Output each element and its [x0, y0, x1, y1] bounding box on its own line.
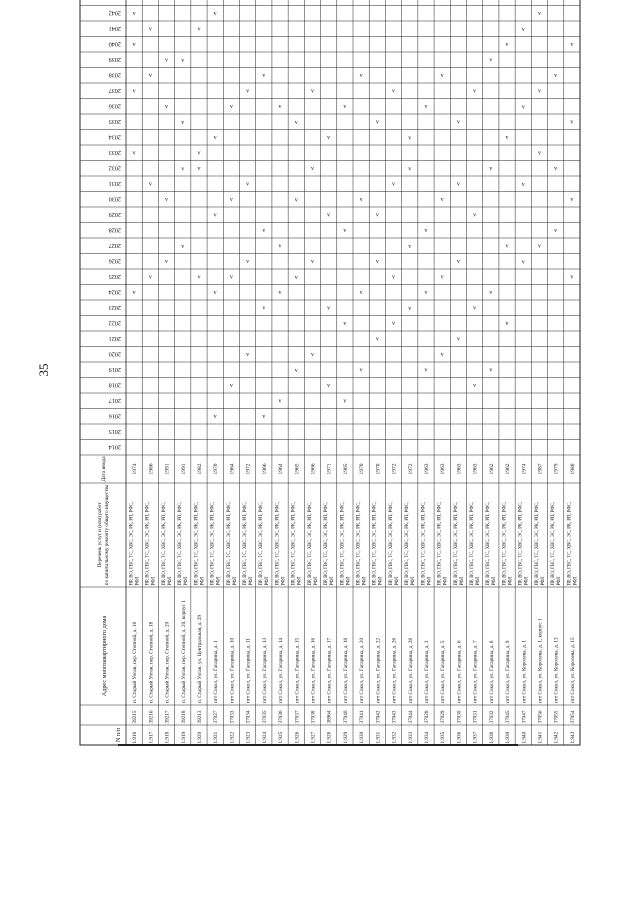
schedule-mark: v	[424, 290, 428, 297]
table-border	[80, 0, 580, 745]
row-services: ПР, ВО, ГВС, ТС, ХВС, ЭС, РК, РП, РФС,РФЛ	[518, 501, 530, 586]
row-year-built: 1965	[342, 463, 349, 475]
row-code: 39218	[180, 710, 187, 724]
row-number: 1.927	[310, 731, 317, 744]
row-number: 1.934	[423, 731, 430, 744]
year-header: 2036	[108, 102, 121, 110]
row-year-built: 1966	[310, 463, 317, 475]
schedule-mark: v	[294, 119, 298, 126]
year-header: 2040	[108, 40, 121, 48]
schedule-mark: v	[132, 88, 136, 95]
row-code: 37030	[456, 710, 463, 724]
row-code: 39217	[164, 710, 171, 724]
year-header: 2018	[108, 381, 121, 389]
schedule-mark: v	[278, 290, 282, 297]
schedule-mark: v	[327, 135, 331, 142]
schedule-mark: v	[408, 166, 412, 173]
row-services: ПР, ВО, ГВС, ТС, ХВС, ЭС, РК, РП, РФС,РФЛ	[307, 501, 319, 586]
schedule-mark: v	[521, 181, 525, 188]
schedule-mark: v	[148, 274, 152, 281]
schedule-mark: v	[213, 212, 217, 219]
row-address: пгт Сокол, ул. Гагарина, д. 15	[294, 637, 301, 703]
row-year-built: 1972	[245, 463, 252, 475]
schedule-mark: v	[424, 228, 428, 235]
row-year-built: 1964	[278, 463, 285, 475]
schedule-mark: v	[327, 305, 331, 312]
row-services: ПР, ВО, ГВС, ТС, ХВС, ЭС, РК, РП, РФС,РФЛ	[405, 501, 417, 586]
row-services: ПР, ВО, ГВС, ТС, ХВС, ЭС, РК, РП, РФС,РФЛ	[129, 501, 141, 586]
row-services: ПР, ВО, ГВС, ТС, ХВС, ЭС, РК, РП, РФС,РФЛ	[388, 501, 400, 586]
row-address: пгт Сокол, ул. Гагарина, д. 20	[359, 637, 366, 703]
year-header: 2021	[108, 334, 121, 342]
schedule-mark: v	[521, 104, 525, 111]
schedule-mark: v	[473, 383, 477, 390]
row-services: ПР, ВО, ГВС, ТС, ХВС, ЭС, РК, РП, РФС,РФЛ	[486, 501, 498, 586]
row-services: ПР, ВО, ГВС, ТС, ХВС, ЭС, РК, РП, РФС,РФЛ	[502, 501, 514, 586]
row-address: пгт Сокол, ул. Гагарина, д. 22	[375, 637, 382, 703]
schedule-mark	[522, 0, 525, 2]
year-header: 2026	[108, 257, 121, 265]
year-header: 2025	[108, 272, 121, 280]
row-year-built: 1991	[164, 463, 171, 475]
schedule-mark: v	[343, 398, 347, 405]
schedule-mark: v	[229, 197, 233, 204]
row-year-built: 1963	[472, 463, 479, 475]
schedule-mark: v	[197, 166, 201, 173]
row-address: пгт Сокол, ул. Королева, д. 13	[553, 637, 560, 703]
row-number: 1.942	[553, 731, 560, 744]
row-code: 37035	[261, 710, 268, 724]
row-year-built: 1963	[440, 463, 447, 475]
schedule-mark: v	[327, 383, 331, 390]
row-year-built: 1971	[326, 463, 333, 475]
header-year-built: Дата ввода	[101, 456, 107, 482]
schedule-mark: v	[554, 73, 558, 80]
schedule-mark: v	[424, 367, 428, 374]
row-code: 37038	[310, 710, 317, 724]
row-number: 1.919	[180, 731, 187, 744]
row-code: 37027	[213, 710, 220, 724]
row-address: пгт Сокол, ул. Гагарина, д. 10	[229, 637, 236, 703]
row-year-built: 1974	[521, 463, 528, 475]
row-services: ПР, ВО, ГВС, ТС, ХВС, ЭС, РК, РП, РФС,РФЛ	[551, 501, 563, 586]
row-code: 37032	[488, 710, 495, 724]
schedule-mark: v	[570, 197, 574, 204]
schedule-mark: v	[132, 290, 136, 297]
row-services: ПР, ВО, ГВС, ТС, ХВС, ЭС, РК, РП, РФС,РФЛ	[275, 501, 287, 586]
schedule-mark: v	[537, 88, 541, 95]
row-address: пгт Сокол, ул. Гагарина, д. 8	[488, 640, 495, 703]
schedule-mark: v	[392, 274, 396, 281]
schedule-mark: v	[473, 305, 477, 312]
row-year-built: 1972	[391, 463, 398, 475]
schedule-mark: v	[294, 197, 298, 204]
schedule-mark: v	[537, 150, 541, 157]
row-services: ПР, ВО, ГВС, ТС, ХВС, ЭС, РК, РП, РФС,РФЛ	[567, 501, 579, 586]
row-services: ПР, ВО, ГВС, ТС, ХВС, ЭС, РК, РП, РФС,РФЛ	[470, 501, 481, 586]
schedule-mark: v	[246, 88, 250, 95]
schedule-mark: v	[278, 398, 282, 405]
row-number: 1.943	[569, 731, 576, 744]
row-services: ПР, ВО, ГВС, ТС, ХВС, ЭС, РК, РП, РФС,РФЛ	[437, 501, 449, 586]
row-number: 1.933	[407, 731, 414, 744]
schedule-mark: v	[505, 135, 509, 142]
row-year-built: 1987	[537, 463, 544, 475]
row-year-built: 1979	[553, 463, 560, 475]
row-number: 1.938	[488, 731, 495, 744]
schedule-mark: v	[165, 57, 169, 64]
schedule-mark: v	[343, 228, 347, 235]
row-address: пгт Сокол, ул. Королева, д. 1, корпус 1	[537, 618, 544, 703]
year-header: 2037	[108, 86, 121, 94]
schedule-mark: v	[278, 243, 282, 250]
schedule-mark: v	[229, 383, 233, 390]
row-code: 37031	[472, 710, 479, 724]
row-services: ПР, ВО, ГВС, ТС, ХВС, ЭС, РК, РП, РФС,РФЛ	[210, 501, 222, 586]
schedule-mark: v	[489, 367, 493, 374]
row-services: ПР, ВО, ГВС, ТС, ХВС, ЭС, РК, РП, РФС,РФЛ	[178, 501, 190, 586]
row-code: 39213	[196, 710, 203, 724]
row-code: 37034	[245, 710, 252, 724]
schedule-mark: v	[505, 321, 509, 328]
row-number: 1.935	[440, 731, 447, 744]
schedule-mark: v	[359, 73, 363, 80]
row-code: 37036	[278, 710, 285, 724]
row-services: ПР, ВО, ГВС, ТС, ХВС, ЭС, РК, РП, РФС,РФЛ	[534, 501, 546, 586]
header-address: Адрес многоквартирного дома	[101, 615, 108, 697]
row-year-built: 1986	[148, 463, 155, 475]
row-year-built: 1962	[488, 463, 495, 475]
row-address: пгт Сокол, ул. Гагарина, д. 11	[245, 638, 252, 703]
row-address: п. Старый Уоган, ул. Центральная, д. 29	[196, 614, 203, 703]
schedule-mark: v	[246, 352, 250, 359]
year-header: 2033	[108, 148, 121, 156]
row-number: 1.929	[342, 731, 349, 744]
schedule-mark: v	[229, 274, 233, 281]
schedule-mark: v	[148, 26, 152, 33]
schedule-mark	[149, 0, 152, 2]
year-header: 2029	[108, 210, 121, 218]
schedule-mark: v	[181, 119, 185, 126]
row-year-built: 1963	[456, 463, 463, 475]
row-address: пгт Сокол, ул. Гагарина, д. 13	[261, 637, 268, 703]
schedule-mark: v	[278, 104, 282, 111]
schedule-mark: v	[213, 11, 217, 18]
row-code: 37028	[423, 710, 430, 724]
row-address: пгт Сокол, ул. Гагарина, д. 3	[423, 640, 430, 703]
row-number: 1.940	[521, 731, 528, 744]
schedule-mark: v	[375, 336, 379, 343]
row-number: 1.925	[278, 731, 285, 744]
schedule-mark: v	[165, 197, 169, 204]
year-header: 2020	[108, 350, 121, 358]
schedule-mark: v	[359, 367, 363, 374]
year-header: 2016	[108, 412, 121, 420]
schedule-mark: v	[213, 135, 217, 142]
row-services: ПР, ВО, ГВС, ТС, ХВС, ЭС, РК, РП, РФС,РФЛ	[324, 501, 336, 586]
schedule-mark: v	[310, 88, 314, 95]
row-services: ПР, ВО, ГВС, ТС, ХВС, ЭС, РК, РП, РФС,РФЛ	[243, 501, 254, 586]
schedule-mark: v	[181, 243, 185, 250]
row-code: 37029	[440, 710, 447, 724]
row-number: 1.924	[261, 731, 268, 744]
row-address: пгт Сокол, ул. Гагарина, д. 17	[326, 637, 333, 703]
header-services: Перечень услуг и (или) работпо капитальному ремонту общего имущества	[97, 484, 110, 586]
schedule-mark: v	[473, 88, 477, 95]
schedule-mark: v	[197, 26, 201, 33]
row-code: 37043	[391, 710, 398, 724]
schedule-mark: v	[440, 274, 444, 281]
schedule-mark: v	[456, 119, 460, 126]
schedule-mark: v	[408, 243, 412, 250]
row-number: 1.939	[505, 731, 512, 744]
schedule-mark: v	[213, 414, 217, 421]
row-number: 1.936	[456, 731, 463, 744]
row-code: 37040	[342, 710, 349, 724]
row-address: пгт Сокол, ул. Гагарина, д. 18	[342, 637, 349, 703]
schedule-mark: v	[392, 181, 396, 188]
schedule-mark: v	[440, 352, 444, 359]
row-number: 1.926	[294, 731, 301, 744]
schedule-mark: v	[505, 42, 509, 49]
schedule-mark: v	[521, 259, 525, 266]
year-header: 2042	[108, 9, 121, 17]
row-year-built: 1970	[375, 463, 382, 475]
schedule-mark: v	[375, 212, 379, 219]
row-code: 39215	[132, 710, 139, 724]
row-year-built: 1965	[294, 463, 301, 475]
schedule-mark: v	[570, 42, 574, 49]
schedule-mark: v	[246, 259, 250, 266]
row-year-built: 1966	[261, 463, 268, 475]
row-address: пгт Сокол, ул. Гагарина, д. 1	[213, 640, 220, 703]
row-code: 37033	[229, 710, 236, 724]
row-services: ПР, ВО, ГВС, ТС, ХВС, ЭС, РК, РП, РФС,РФЛ	[356, 501, 368, 586]
row-number: 1.930	[359, 731, 366, 744]
row-code: 37055	[553, 710, 560, 724]
schedule-mark: v	[197, 274, 201, 281]
row-services: ПР, ВО, ГВС, ТС, ХВС, ЭС, РК, РП, РФС,РФЛ	[161, 501, 173, 586]
row-address: пгт Сокол, ул. Гагарина, д. 26	[391, 637, 398, 703]
row-services: ПР, ВО, ГВС, ТС, ХВС, ЭС, РК, РП, РФС,РФЛ	[421, 501, 433, 586]
row-address: пгт Сокол, ул. Королева, д. 15	[569, 637, 576, 703]
schedule-mark: v	[327, 212, 331, 219]
row-code: 37041	[359, 710, 366, 724]
schedule-mark: v	[132, 42, 136, 49]
page-number: 35	[36, 363, 51, 377]
schedule-mark: v	[375, 259, 379, 266]
row-address: пгт Сокол, ул. Гагарина, д. 5	[440, 640, 447, 703]
row-number: 1.931	[375, 731, 382, 744]
schedule-mark: v	[424, 104, 428, 111]
row-services: ПР, ВО, ГВС, ТС, ХВС, ЭС, РК, РП, РФС,РФЛ	[453, 501, 465, 586]
row-address: пгт Сокол, ул. Гагарина, д. 6	[456, 640, 463, 703]
row-services: ПР, ВО, ГВС, ТС, ХВС, ЭС, РК, РП, РФС,РФЛ	[259, 501, 271, 586]
year-header: 2027	[108, 241, 121, 249]
row-number: 1.922	[229, 731, 236, 744]
year-header: 2022	[108, 319, 121, 327]
row-code: 37042	[375, 710, 382, 724]
schedule-mark: v	[262, 305, 266, 312]
row-address: пгт Сокол, ул. Гагарина, д. 9	[505, 640, 512, 703]
schedule-mark: v	[456, 181, 460, 188]
year-header: 2028	[108, 226, 121, 234]
schedule-mark: v	[294, 274, 298, 281]
year-header: 2024	[108, 288, 121, 296]
schedule-mark: v	[343, 104, 347, 111]
schedule-mark: v	[489, 57, 493, 64]
schedule-mark: v	[570, 119, 574, 126]
row-services: ПР, ВО, ГВС, ТС, ХВС, ЭС, РК, РП, РФС,РФЛ	[226, 501, 238, 586]
row-code: 37037	[294, 710, 301, 724]
bottom-rule	[118, 744, 518, 746]
schedule-mark: v	[456, 336, 460, 343]
schedule-mark: v	[181, 57, 185, 64]
row-code: 37045	[505, 710, 512, 724]
schedule-mark: v	[554, 228, 558, 235]
row-number: 1.928	[326, 731, 333, 744]
row-address: п. Старый Уоган, пер. Степной, д. 20, корпус 1	[180, 600, 187, 703]
schedule-mark: v	[456, 259, 460, 266]
schedule-mark: v	[246, 181, 250, 188]
row-number: 1.937	[472, 731, 479, 744]
schedule-mark: v	[343, 321, 347, 328]
row-services: ПР, ВО, ГВС, ТС, ХВС, ЭС, РК, РП, РФС,РФЛ	[340, 501, 352, 586]
schedule-mark: v	[392, 321, 396, 328]
schedule-mark: v	[408, 135, 412, 142]
row-address: п. Старый Уоган, пер. Степной, д. 20	[164, 621, 171, 703]
schedule-mark: v	[392, 88, 396, 95]
schedule-mark: v	[489, 290, 493, 297]
year-header: 2038	[108, 71, 121, 79]
schedule-mark: v	[570, 274, 574, 281]
schedule-mark: v	[132, 150, 136, 157]
row-code: 37047	[521, 710, 528, 724]
row-address: п. Старый Уоган, пер. Степной, д. 16	[132, 621, 139, 703]
row-address: пгт Сокол, ул. Гагарина, д. 28	[407, 637, 414, 703]
row-year-built: 1974	[132, 463, 139, 475]
schedule-mark: v	[473, 212, 477, 219]
schedule-mark: v	[359, 290, 363, 297]
row-year-built: 1962	[505, 463, 512, 475]
row-address: п. Старый Уоган, пер. Степной, д. 18	[148, 621, 155, 703]
row-address: пгт Сокол, ул. Гагарина, д. 7	[472, 640, 479, 703]
row-year-built: 1972	[407, 463, 414, 475]
row-code: 37044	[407, 710, 414, 724]
schedule-mark: v	[440, 73, 444, 80]
row-code: 38964	[326, 710, 333, 724]
row-number: 1.917	[148, 731, 155, 744]
schedule-mark: v	[229, 104, 233, 111]
schedule-mark: v	[262, 228, 266, 235]
year-header: 2035	[108, 117, 121, 125]
year-header: 2017	[108, 396, 121, 404]
row-year-built: 1980	[569, 463, 576, 475]
schedule-mark: v	[359, 197, 363, 204]
row-year-built: 1970	[213, 463, 220, 475]
row-year-built: 1963	[423, 463, 430, 475]
row-number: 1.932	[391, 731, 398, 744]
schedule-mark: v	[375, 119, 379, 126]
year-header: 2031	[108, 179, 121, 187]
row-code: 37054	[569, 710, 576, 724]
schedule-mark: v	[262, 414, 266, 421]
schedule-mark: v	[554, 166, 558, 173]
year-header: 2030	[108, 195, 121, 203]
row-number: 1.916	[132, 731, 139, 744]
year-header: 2014	[108, 443, 121, 451]
schedule-mark: v	[262, 73, 266, 80]
schedule-mark: v	[165, 104, 169, 111]
row-year-built: 1964	[229, 463, 236, 475]
row-address: пгт Сокол, ул. Гагарина, д. 14	[278, 637, 285, 703]
schedule-mark: v	[489, 166, 493, 173]
schedule-mark: v	[181, 166, 185, 173]
schedule-mark: v	[294, 367, 298, 374]
schedule-mark: v	[440, 197, 444, 204]
row-number: 1.921	[213, 731, 220, 744]
row-number: 1.923	[245, 731, 252, 744]
schedule-mark: v	[310, 259, 314, 266]
row-code: 39216	[148, 710, 155, 724]
row-year-built: 1982	[196, 463, 203, 475]
row-code: 37056	[537, 710, 544, 724]
schedule-mark: v	[505, 243, 509, 250]
schedule-mark: v	[197, 150, 201, 157]
year-header: 2041	[108, 24, 121, 32]
row-address: пгт Сокол, ул. Королева, д. 1	[521, 640, 528, 703]
year-header: 2034	[108, 133, 121, 141]
row-number: 1.918	[164, 731, 171, 744]
year-header: 2032	[108, 164, 121, 172]
schedule-mark: v	[408, 305, 412, 312]
schedule-mark: v	[132, 11, 136, 18]
header-num: N п/п	[116, 728, 122, 742]
year-header: 2039	[108, 55, 121, 63]
schedule-mark: v	[148, 181, 152, 188]
year-header	[109, 0, 121, 1]
row-services: ПР, ВО, ГВС, ТС, ХВС, ЭС, РК, РП, РФС,РФЛ	[372, 501, 384, 586]
schedule-mark: v	[148, 73, 152, 80]
row-year-built: 1991	[180, 463, 187, 475]
row-number: 1.920	[196, 731, 203, 744]
year-header: 2015	[108, 427, 121, 435]
schedule-mark: v	[521, 26, 525, 33]
year-header: 2023	[108, 303, 121, 311]
schedule-mark: v	[310, 352, 314, 359]
row-services: ПР, ВО, ГВС, ТС, ХВС, ЭС, РК, РП, РФС,РФЛ	[194, 501, 206, 586]
schedule-mark: v	[165, 259, 169, 266]
row-address: пгт Сокол, ул. Гагарина, д. 16	[310, 637, 317, 703]
row-year-built: 1970	[359, 463, 366, 475]
schedule-mark: v	[537, 243, 541, 250]
row-services: ПР, ВО, ГВС, ТС, ХВС, ЭС, РК, РП, РФС,РФЛ	[291, 501, 303, 586]
row-services: ПР, ВО, ГВС, ТС, ХВС, ЭС, РК, РП, РФС,РФЛ	[145, 501, 157, 586]
schedule-mark: v	[537, 11, 541, 18]
row-number: 1.941	[537, 731, 544, 744]
year-header: 2019	[108, 365, 121, 373]
schedule-mark: v	[310, 166, 314, 173]
schedule-mark: v	[213, 290, 217, 297]
